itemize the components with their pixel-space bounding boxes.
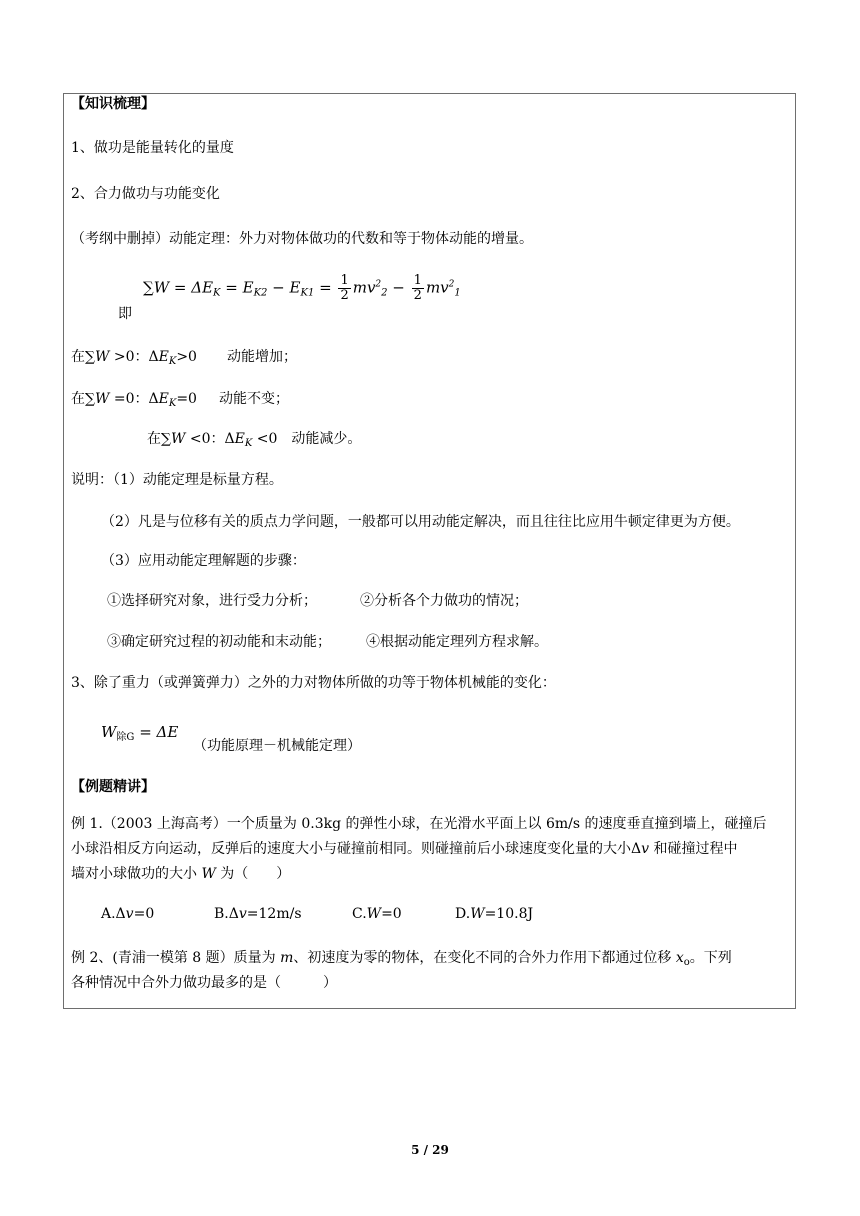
point-3: 3、除了重力（或弹簧弹力）之外的力对物体所做的功等于物体机械能的变化： [71,675,556,691]
example-1-line-2: 小球沿相反方向运动，反弹后的速度大小与碰撞前相同。则碰撞前后小球速度变化量的大小Δv 和碰撞过程中 [71,841,738,857]
condition-negative: 在∑W <0：$\Delta E_K <0$ 动能减少。 [147,431,362,449]
example-2-line-2: 各种情况中合外力做功最多的是（ ） [71,975,337,991]
theorem-statement: （考纲中删掉）动能定理：外力对物体做功的代数和等于物体动能的增量。 [71,231,533,247]
option-c: C.W=0 [352,906,402,922]
option-a: A.Δv=0 [101,906,155,922]
step-3: ③确定研究过程的初动能和末动能； [107,634,331,650]
section-title-knowledge: 【知识梳理】 [71,96,155,112]
step-1: ①选择研究对象，进行受力分析； [107,593,317,609]
point-1: 1、做功是能量转化的量度 [71,140,234,156]
formula-prefix: 即 [118,306,132,322]
section-title-examples: 【例题精讲】 [71,779,155,795]
condition-zero: 在∑W =0：$\Delta E_K=0$ 动能不变； [71,391,289,409]
condition-positive: 在∑W >0：$\Delta E_K>0$ 动能增加； [71,349,297,367]
work-energy-principle-formula: $W_{除G} = \Delta E$ [101,723,179,743]
example-1-line-1: 例 1.（2003 上海高考）一个质量为 0.3kg 的弹性小球，在光滑水平面上以 6m/s 的速度垂直撞到墙上，碰撞后 [71,816,767,832]
option-b: B.Δv=12m/s [214,906,302,922]
step-4: ④根据动能定理列方程求解。 [366,634,548,650]
note-3: （3）应用动能定理解题的步骤： [101,553,306,569]
kinetic-energy-theorem-formula: $\sum W = \Delta E_K = E_{K2} - E_{K1}$ = $\frac{1}{2}$ $mv^2_2$ − $\frac{1}{2}$ $mv^2_1$ [143,273,461,303]
point-2: 2、合力做功与功能变化 [71,186,220,202]
step-2: ②分析各个力做功的情况； [360,593,528,609]
example-2-line-1: 例 2、(青浦一模第 8 题）质量为 m、初速度为零的物体，在变化不同的合外力作用下都通过位移 $x_o$。下列 [71,950,732,968]
option-d: D.W=10.8J [455,906,534,922]
note-2: （2）凡是与位移有关的质点力学问题，一般都可以用动能定解决，而且往往比应用牛顿定律更为方便。 [101,514,740,530]
note-1: 说明：（1）动能定理是标量方程。 [71,472,283,488]
page-number: 5 / 29 [411,1143,449,1157]
formula-note: （功能原理－机械能定理） [193,738,361,754]
example-1-line-3: 墙对小球做功的大小 W 为（ ） [71,866,291,882]
